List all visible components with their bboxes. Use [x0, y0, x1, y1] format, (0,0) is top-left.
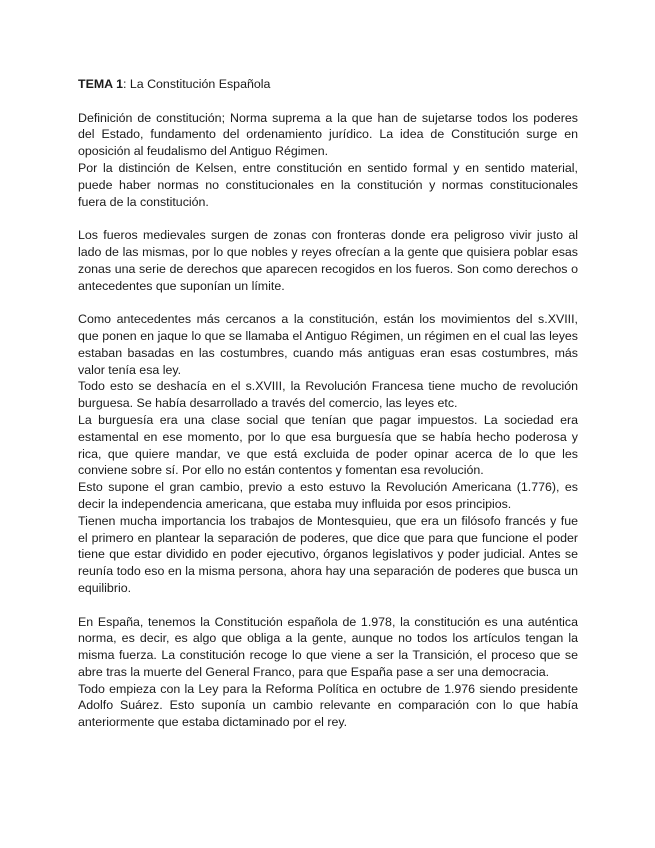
paragraph: Esto supone el gran cambio, previo a esto estuvo la Revolución Americana (1.776), es decir la independencia americana, que estaba muy influida por esos principios.: [78, 480, 578, 511]
title-topic-name: : La Constitución Española: [122, 77, 271, 91]
paragraph: La burguesía era una clase social que tenían que pagar impuestos. La sociedad era estamental en ese momento, por lo que esa burguesía que se había hecho poderosa y rica, que quiere mandar, ve que está excluida de poder opinar acerca de lo que les conviene sobre sí. Por ello no están contentos y fomentan esa revolución.: [78, 412, 578, 478]
paragraph: Todo esto se deshacía en el s.XVIII, la Revolución Francesa tiene mucho de revolución burguesa. Se había desarrollado a través del comercio, las leyes etc.: [78, 379, 578, 411]
section-definition: [78, 110, 578, 211]
section-fueros: [78, 227, 578, 294]
title-topic-number: TEMA 1: [78, 77, 123, 91]
paragraph: Todo empieza con la Ley para la Reforma Política en octubre de 1.976 siendo presidente Adolfo Suárez. Esto suponía un cambio relevante en comparación con lo que había anteriormente que estaba dictaminado por el rey.: [78, 681, 578, 730]
paragraph: Definición de constitución; Norma suprema a la que han de sujetarse todos los poderes del Estado, fundamento del ordenamiento jurídico. La idea de Constitución surge en oposición al feudalismo del Antiguo Régimen.: [78, 110, 578, 159]
paragraph: En España, tenemos la Constitución española de 1.978, la constitución es una auténtica norma, es decir, es algo que obliga a la gente, aunque no todos los artículos tengan la misma fuerza. La constitución recoge lo que viene a ser la Transición, el proceso que se abre tras la muerte del General Franco, para que España pase a ser una democracia.: [78, 614, 578, 679]
document-title: [78, 76, 578, 93]
document-page: [78, 76, 578, 748]
section-antecedentes: [78, 311, 578, 597]
section-espana: [78, 614, 578, 732]
paragraph: Los fueros medievales surgen de zonas con fronteras donde era peligroso vivir justo al lado de las mismas, por lo que nobles y reyes ofrecían a la gente que quisiera poblar esas zonas una serie de derechos que aparecen recogidos en los fueros. Son como derechos o antecedentes que suponían un límite.: [78, 228, 578, 293]
paragraph: Tienen mucha importancia los trabajos de Montesquieu, que era un filósofo francés y fue el primero en plantear la separación de poderes, que dice que para que funcione el poder tiene que estar dividido en poder ejecutivo, órganos legislativos y poder judicial. Antes se reunía todo eso en la misma persona, ahora hay una separación de poderes que busca un equilibrio.: [78, 513, 578, 595]
paragraph: Por la distinción de Kelsen, entre constitución en sentido formal y en sentido material, puede haber normas no constitucionales en la constitución y normas constitucionales fuera de la constitución.: [78, 160, 578, 209]
paragraph: Como antecedentes más cercanos a la constitución, están los movimientos del s.XVIII, que ponen en jaque lo que se llamaba el Antiguo Régimen, un régimen en el cual las leyes estaban basadas en las costumbres, cuando más antiguas eran esas costumbres, más valor tenía esa ley.: [78, 312, 578, 377]
